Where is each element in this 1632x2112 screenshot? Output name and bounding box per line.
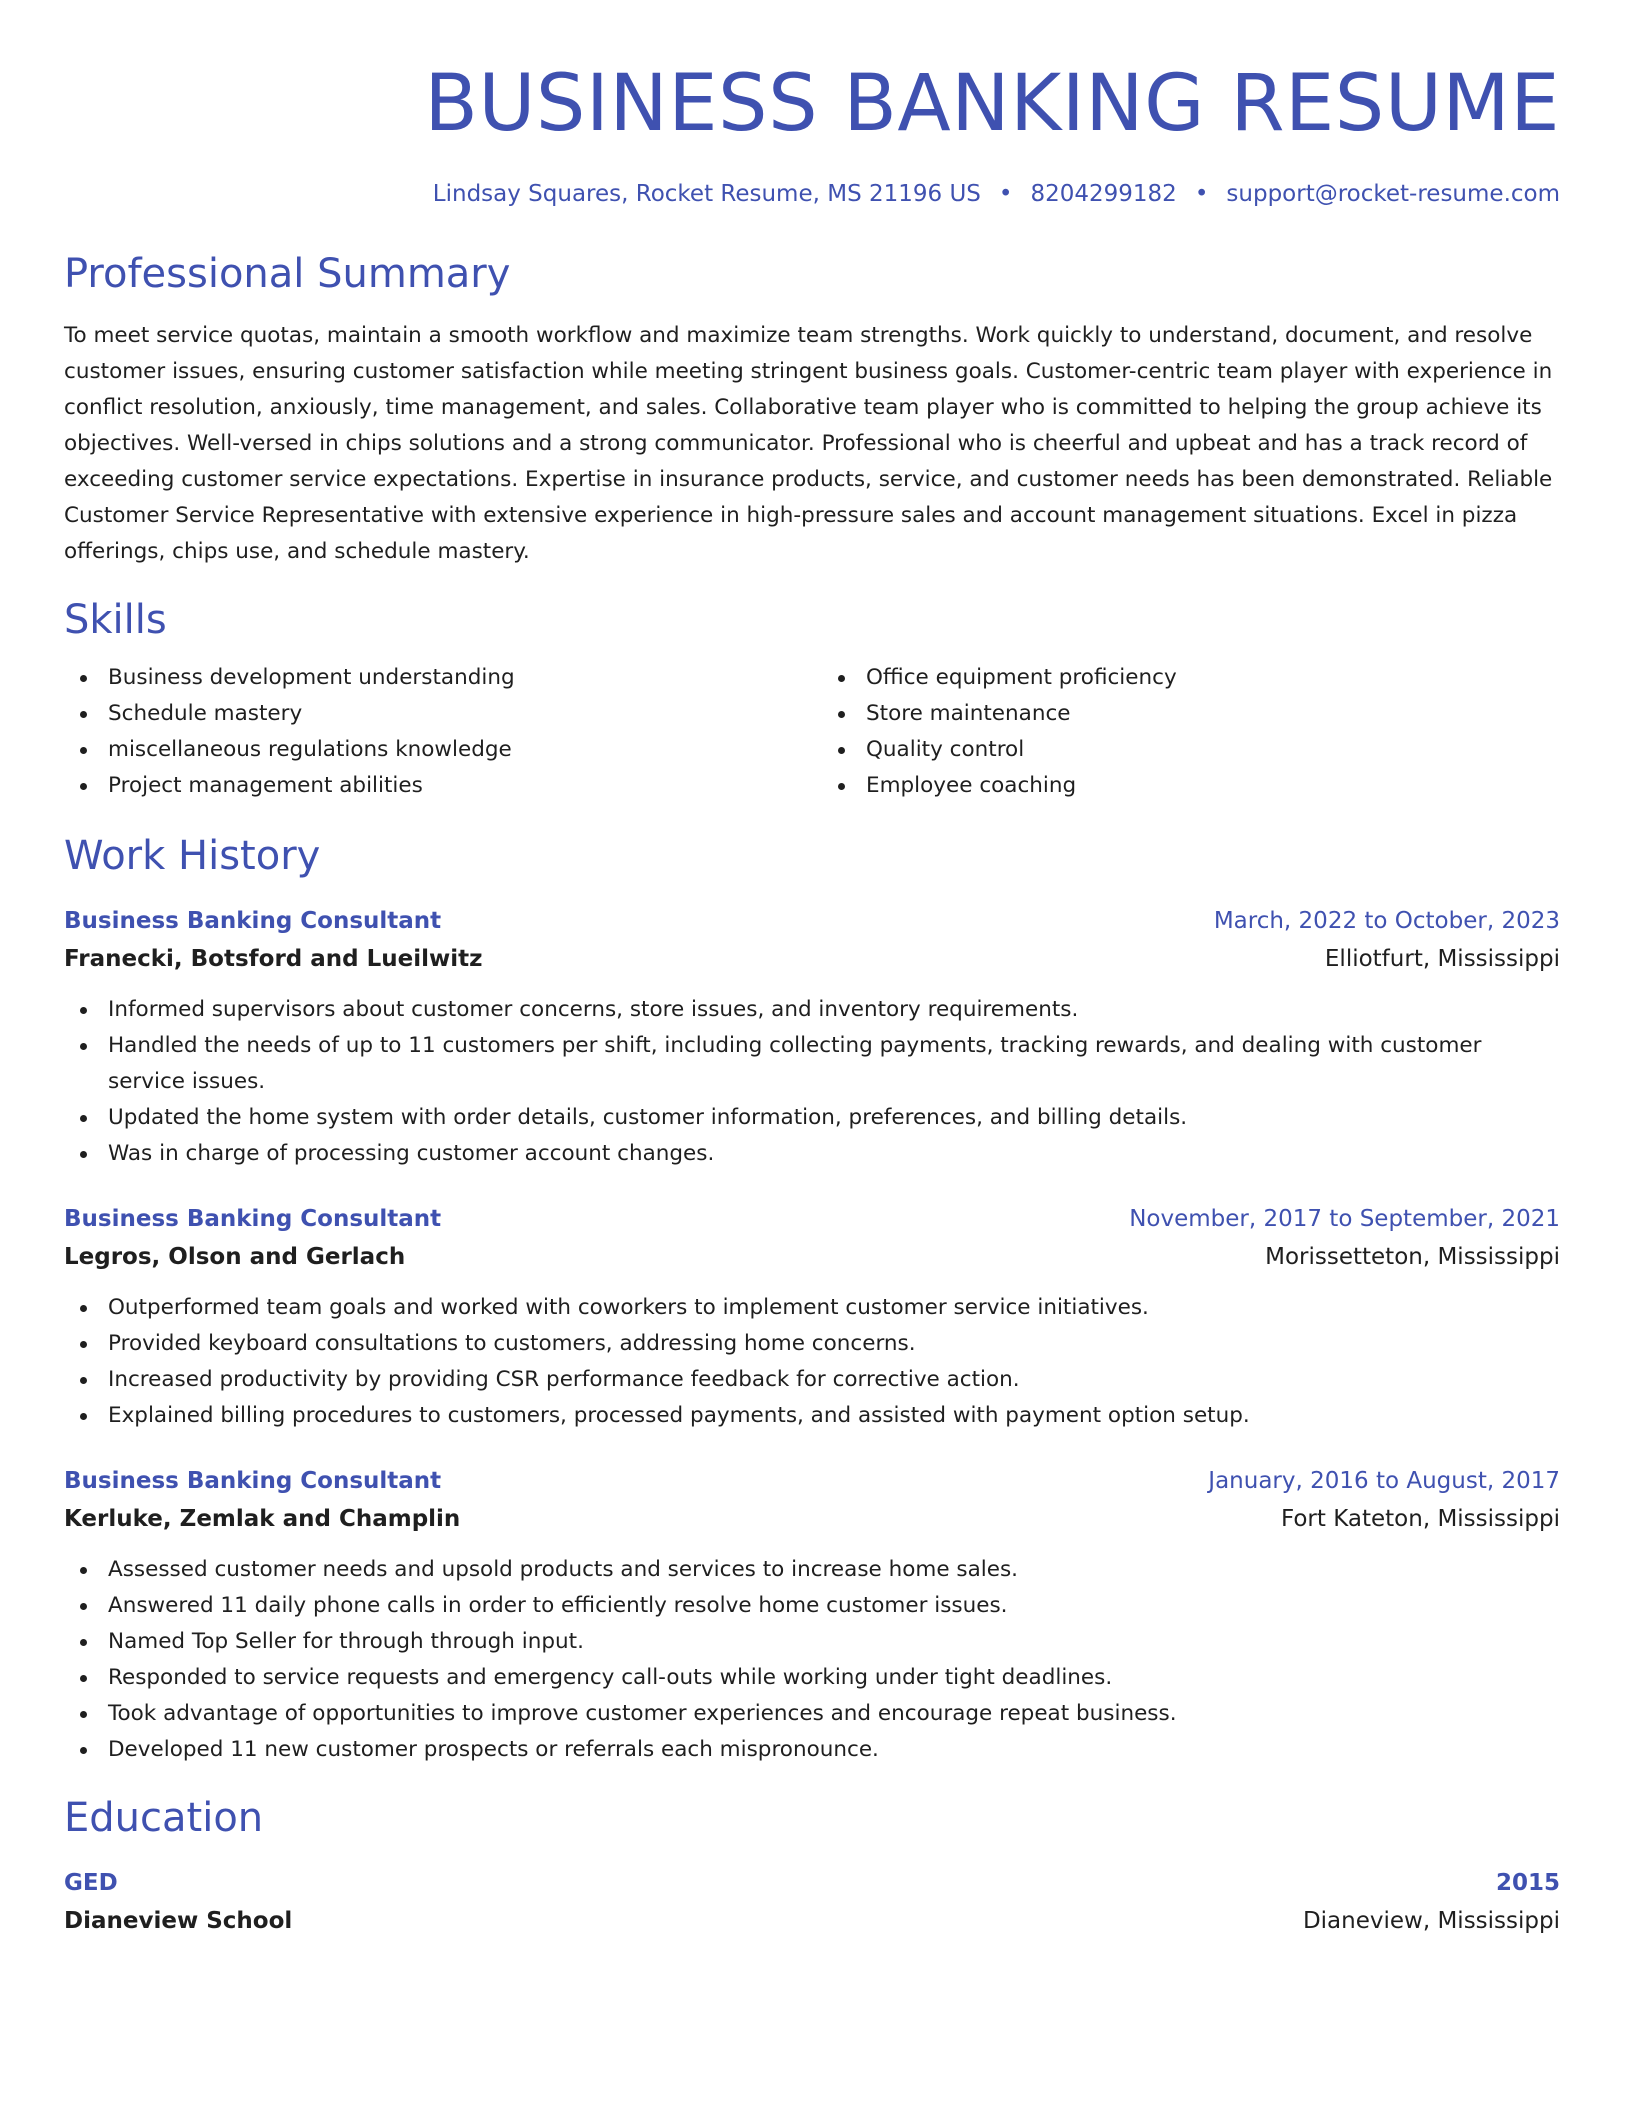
summary-heading: Professional Summary — [64, 251, 511, 297]
job-header-row — [64, 902, 1560, 940]
skill-item: miscellaneous regulations knowledge — [64, 732, 802, 768]
job-bullet: Named Top Seller for through through input. — [64, 1624, 1560, 1660]
job-bullet: Developed 11 new customer prospects or referrals each mispronounce. — [64, 1732, 1560, 1768]
job-bullet: Responded to service requests and emergency call-outs while working under tight deadlines. — [64, 1660, 1560, 1696]
job-bullets — [64, 1552, 1560, 1768]
contact-address: Lindsay Squares, Rocket Resume, MS 21196 US — [432, 181, 981, 207]
job-bullet: Increased productivity by providing CSR performance feedback for corrective action. — [64, 1362, 1560, 1398]
job-employer: Legros, Olson and Gerlach — [64, 1244, 406, 1270]
job-bullet: Assessed customer needs and upsold products and services to increase home sales. — [64, 1552, 1560, 1588]
contact-phone: 8204299182 — [1030, 181, 1177, 207]
job-entry — [64, 1200, 1560, 1434]
job-dates: March, 2022 to October, 2023 — [1213, 908, 1560, 934]
job-title: Business Banking Consultant — [64, 1468, 442, 1494]
resume-page — [64, 0, 1560, 1940]
job-employer: Franecki, Botsford and Lueilwitz — [64, 946, 483, 972]
education-header-row — [64, 1864, 1560, 1902]
education-school: Dianeview School — [64, 1908, 293, 1934]
job-dates: January, 2016 to August, 2017 — [1208, 1468, 1560, 1494]
skills-list — [64, 660, 1560, 804]
education-entry — [64, 1864, 1560, 1940]
job-location: Elliotfurt, Mississippi — [1324, 946, 1560, 972]
skill-item: Quality control — [822, 732, 1560, 768]
job-bullet: Explained billing procedures to customers, processed payments, and assisted with payment option setup. — [64, 1398, 1560, 1434]
job-dates: November, 2017 to September, 2021 — [1129, 1206, 1560, 1232]
resume-title: BUSINESS BANKING RESUME — [424, 59, 1560, 149]
job-employer-row — [64, 1238, 1560, 1276]
job-entry — [64, 902, 1560, 1172]
job-bullet: Outperformed team goals and worked with coworkers to implement customer service initiatives. — [64, 1290, 1560, 1326]
job-employer-row — [64, 1500, 1560, 1538]
skill-item: Project management abilities — [64, 768, 802, 804]
summary-text: To meet service quotas, maintain a smooth workflow and maximize team strengths. Work quickly to understand, document, and resolve customer issues, ensuring customer satisfaction while meeting stringent business goals. Customer-centric team player with experience in conflict resolution, anxiously, time management, and sales. Collaborative team player who is committed to helping the group achieve its objectives. Well-versed in chips solutions and a strong communicator. Professional who is cheerful and upbeat and has a track record of exceeding customer service expectations. Expertise in insurance products, service, and customer needs has been demonstrated. Reliable Customer Service Representative with extensive experience in high-pressure sales and account management situations. Excel in pizza offerings, chips use, and schedule mastery. — [64, 323, 1553, 564]
skills-heading: Skills — [64, 597, 167, 643]
contact-line — [64, 178, 1560, 210]
job-bullet: Was in charge of processing customer account changes. — [64, 1136, 1560, 1172]
job-bullet: Updated the home system with order details, customer information, preferences, and billing details. — [64, 1100, 1560, 1136]
job-bullet: Provided keyboard consultations to customers, addressing home concerns. — [64, 1326, 1560, 1362]
education-heading: Education — [64, 1795, 264, 1841]
job-bullet: Informed supervisors about customer concerns, store issues, and inventory requirements. — [64, 992, 1560, 1028]
contact-email: support@rocket-resume.com — [1226, 181, 1560, 207]
skill-item: Schedule mastery — [64, 696, 802, 732]
job-bullet: Took advantage of opportunities to improve customer experiences and encourage repeat business. — [64, 1696, 1560, 1732]
job-header-row — [64, 1200, 1560, 1238]
skills-column-right — [822, 660, 1560, 804]
job-location: Fort Kateton, Mississippi — [1280, 1506, 1560, 1532]
contact-separator: • — [1194, 181, 1209, 207]
job-employer: Kerluke, Zemlak and Champlin — [64, 1506, 461, 1532]
skills-column-left — [64, 660, 802, 804]
job-header-row — [64, 1462, 1560, 1500]
education-degree: GED — [64, 1870, 118, 1896]
work-history-heading: Work History — [64, 833, 321, 879]
job-entry — [64, 1462, 1560, 1768]
job-location: Morissetteton, Mississippi — [1265, 1244, 1560, 1270]
job-bullet: Handled the needs of up to 11 customers per shift, including collecting payments, tracking rewards, and dealing with customer service issues. — [64, 1028, 1560, 1100]
contact-separator: • — [998, 181, 1013, 207]
education-school-row — [64, 1902, 1560, 1940]
skill-item: Store maintenance — [822, 696, 1560, 732]
job-title: Business Banking Consultant — [64, 1206, 442, 1232]
job-bullets — [64, 1290, 1560, 1434]
job-title: Business Banking Consultant — [64, 908, 442, 934]
skill-item: Office equipment proficiency — [822, 660, 1560, 696]
skill-item: Employee coaching — [822, 768, 1560, 804]
education-year: 2015 — [1495, 1870, 1560, 1896]
job-bullets — [64, 992, 1560, 1172]
education-location: Dianeview, Mississippi — [1302, 1908, 1560, 1934]
skill-item: Business development understanding — [64, 660, 802, 696]
job-employer-row — [64, 940, 1560, 978]
job-bullet: Answered 11 daily phone calls in order to efficiently resolve home customer issues. — [64, 1588, 1560, 1624]
